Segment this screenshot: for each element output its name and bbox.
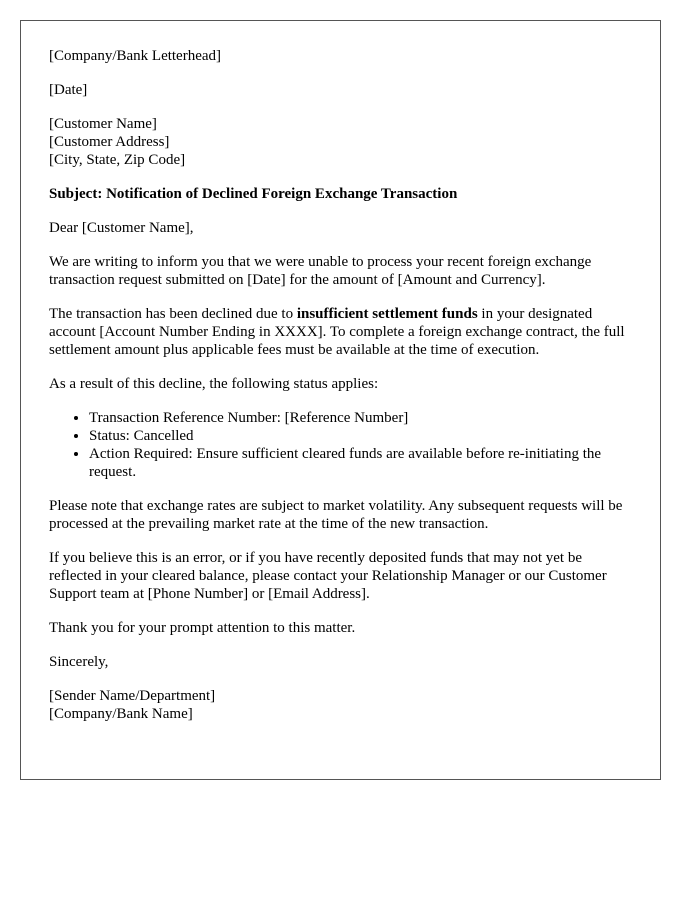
sender-block [49, 687, 632, 723]
recipient-block [49, 115, 632, 169]
reason-text-before: The transaction has been declined due to [49, 306, 297, 322]
contact-paragraph: If you believe this is an error, or if you have recently deposited funds that may not yet be reflected in your cleared balance, please contact your Relationship Manager or our Customer Support team at [Phone Number] or [Email Address]. [49, 550, 607, 602]
salutation: Dear [Customer Name], [49, 220, 194, 236]
recipient-city-state-zip: [City, State, Zip Code] [49, 152, 186, 168]
status-intro: As a result of this decline, the following status applies: [49, 376, 379, 392]
reason-paragraph [49, 305, 632, 359]
closing: Sincerely, [49, 654, 109, 670]
reason-text-after: in your designated account [Account Number Ending in XXXX]. To complete a foreign exchange contract, the full settlement amount plus applicable fees must be available at the time of execution. [49, 306, 625, 358]
letterhead: [Company/Bank Letterhead] [49, 48, 222, 64]
sender-department: [Sender Name/Department] [49, 688, 216, 704]
thanks-paragraph: Thank you for your prompt attention to this matter. [49, 620, 356, 636]
recipient-name: [Customer Name] [49, 116, 157, 132]
list-item: • Action Required: Ensure sufficient cleared funds are available before re-initiating the request. [89, 445, 632, 481]
recipient-address: [Customer Address] [49, 134, 170, 150]
letter-document [20, 20, 661, 780]
intro-paragraph: We are writing to inform you that we were unable to process your recent foreign exchange transaction request submitted on [Date] for the amount of [Amount and Currency]. [49, 254, 592, 288]
reason-emphasis: insufficient settlement funds [296, 306, 478, 322]
market-note-paragraph: Please note that exchange rates are subject to market volatility. Any subsequent requests will be processed at the prevailing market rate at the time of the new transaction. [49, 498, 623, 532]
list-item: • Transaction Reference Number: [Reference Number] [89, 409, 632, 427]
list-item: • Status: Cancelled [89, 427, 632, 445]
letter-date: [Date] [49, 82, 88, 98]
sender-company: [Company/Bank Name] [49, 706, 193, 722]
status-list [49, 409, 632, 481]
subject-line: Subject: Notification of Declined Foreign Exchange Transaction [49, 186, 458, 202]
